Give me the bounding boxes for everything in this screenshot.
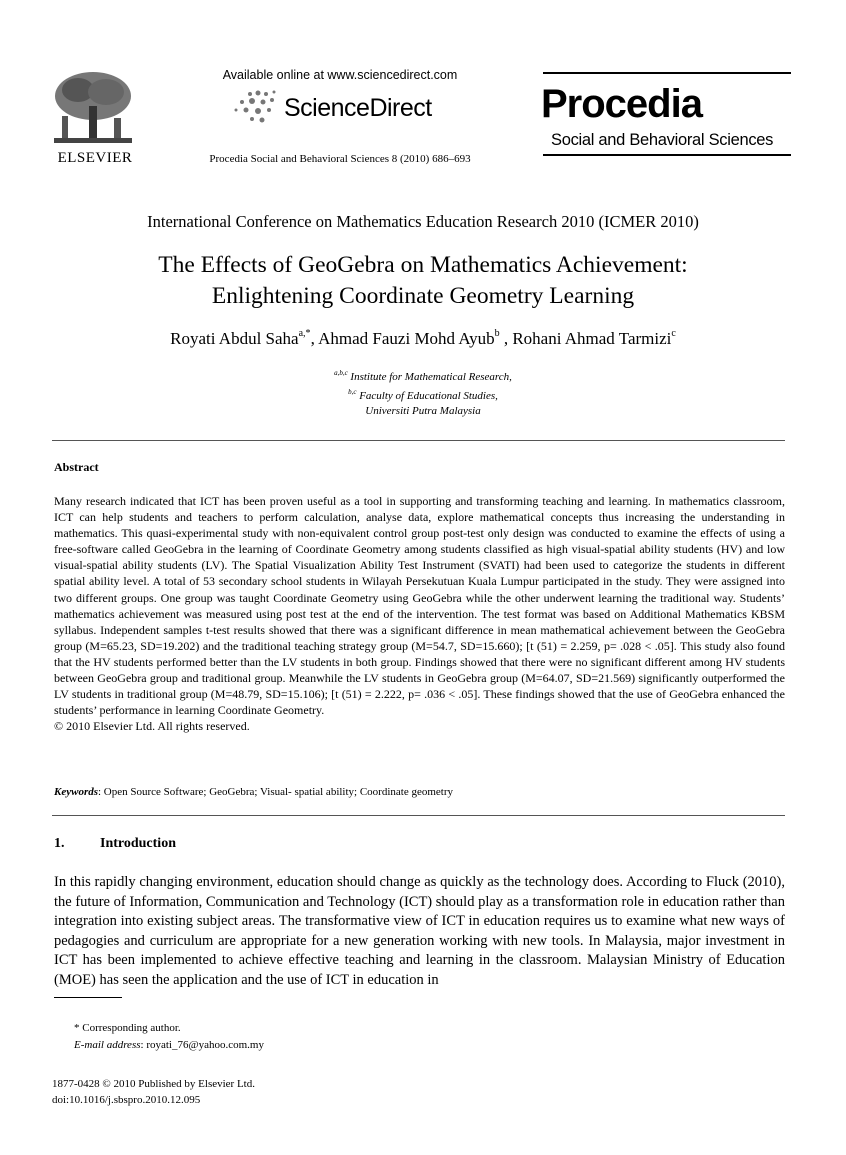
- affil-line-2: Faculty of Educational Studies,: [356, 390, 498, 402]
- email-label: E-mail address: [74, 1039, 141, 1051]
- author-2: , Ahmad Fauzi Mohd Ayub: [310, 329, 495, 348]
- affiliations: [0, 366, 846, 419]
- sciencedirect-logo: [232, 88, 472, 128]
- author-3: , Rohani Ahmad Tarmizi: [499, 329, 672, 348]
- section-number: 1.: [54, 836, 65, 851]
- keywords-label: Keywords: [54, 786, 98, 798]
- elsevier-tree-logo: [48, 68, 138, 146]
- sciencedirect-dots-icon: [232, 88, 282, 128]
- procedia-subtitle: Social and Behavioral Sciences: [551, 131, 774, 149]
- affil-marker-2: b,c: [348, 388, 357, 396]
- affil-marker-1: a,b,c: [334, 369, 348, 377]
- abstract-body: [54, 493, 785, 734]
- author-list: [0, 328, 846, 349]
- footer-info: [52, 1076, 255, 1108]
- issn-line: 1877-0428 © 2010 Published by Elsevier Ltd.: [52, 1078, 255, 1090]
- affil-line-1: Institute for Mathematical Research,: [347, 371, 512, 383]
- keywords: [54, 786, 453, 798]
- procedia-top-bars: [543, 72, 791, 77]
- doi-line: doi:10.1016/j.sbspro.2010.12.095: [52, 1094, 201, 1106]
- abstract-heading: Abstract: [54, 460, 99, 474]
- available-online-text: Available online at www.sciencedirect.com: [222, 68, 458, 82]
- divider-bottom: [52, 815, 785, 816]
- paper-title: [0, 250, 846, 312]
- title-line-2: Enlightening Coordinate Geometry Learning: [211, 283, 635, 309]
- conference-name: International Conference on Mathematics Education Research 2010 (ICMER 2010): [147, 212, 699, 231]
- title-line-1: The Effects of GeoGebra on Mathematics Achievement:: [158, 252, 688, 278]
- abstract-text: Many research indicated that ICT has been proven useful as a tool in supporting and transforming teaching and learning. In mathematics classroom, ICT can help students and teachers to perform calculation, analyse data, explore mathematical concepts thus increasing the understanding in mathematics. This quasi-experimental study with non-equivalent control group post-test only design was conducted to examine the effects of using a free-software called GeoGebra in the learning of Coordinate Geometry among students classified as high visual-spatial ability students (HV) and low visual-spatial ability students (LV). The Spatial Visualization Ability Test Instrument (SVATI) had been used to categorize the students in different spatial ability level. A total of 53 secondary school students in Wilayah Persekutuan Kuala Lumpur participated in the study. They were assigned into two different groups. One group was taught Coordinate Geometry using GeoGebra while the other underwent learning the traditional way. Students’ mathematics achievement was measured using post test at the end of the intervention. The test format was based on Additional Mathematics KBSM syllabus. Independent samples t-test results showed that there was a significant difference in mean mathematical achievement between the GeoGebra group (M=65.23, SD=19.202) and the traditional teaching strategy group (M=54.7, SD=15.660); [t (51) = 2.259, p= .028 < .05]. This study also found that the HV students performed better than the LV students in both group. Findings showed that there were no significant different among HV students between GeoGebra group and traditional group. Meanwhile the LV students in GeoGebra group (M=64.07, SD=21.569) significantly outperformed the LV students in traditional group (M=48.79, SD=15.106); [t (51) = 2.222, p= .036 < .05]. These findings showed that the use of GeoGebra enhanced the students’ performance in learning Coordinate Geometry.: [54, 494, 785, 718]
- corresponding-author: * Corresponding author.: [74, 1022, 181, 1034]
- author-3-marker: c: [671, 328, 676, 339]
- journal-reference: Procedia Social and Behavioral Sciences 8 (2010) 686–693: [209, 153, 471, 165]
- section-heading: [54, 836, 176, 852]
- procedia-title: Procedia: [541, 82, 702, 126]
- elsevier-wordmark: ELSEVIER: [57, 150, 133, 166]
- procedia-bottom-rule: [543, 154, 791, 156]
- email-address: : royati_76@yahoo.com.my: [140, 1039, 264, 1051]
- author-1: Royati Abdul Saha: [170, 329, 299, 348]
- author-2-marker: b: [494, 328, 500, 339]
- affil-line-3: Universiti Putra Malaysia: [365, 405, 481, 417]
- divider-top: [52, 440, 785, 441]
- keywords-text: : Open Source Software; GeoGebra; Visual- spatial ability; Coordinate geometry: [98, 786, 454, 798]
- author-1-marker: a,*: [298, 328, 311, 339]
- footnote-rule: [54, 997, 122, 998]
- section-title: Introduction: [100, 836, 176, 851]
- sciencedirect-wordmark: ScienceDirect: [284, 94, 432, 122]
- footnote: [74, 1020, 264, 1054]
- abstract-copyright: © 2010 Elsevier Ltd. All rights reserved.: [54, 719, 250, 734]
- introduction-body: In this rapidly changing environment, education should change as quickly as the technology does. According to Fluck (2010), the future of Information, Communication and Technology (ICT) should play as a transformation role in education rather than integration into existing subject areas. The transformative view of ICT in education requires us to examine what new ways of pedagogies and curriculum are appropriate for a new generation working with new tools. In Malaysia, major investment in ICT has been implemented to achieve effective teaching and learning in the classroom. Malaysian Ministry of Education (MOE) has seen the application and the use of ICT in education in: [54, 874, 785, 988]
